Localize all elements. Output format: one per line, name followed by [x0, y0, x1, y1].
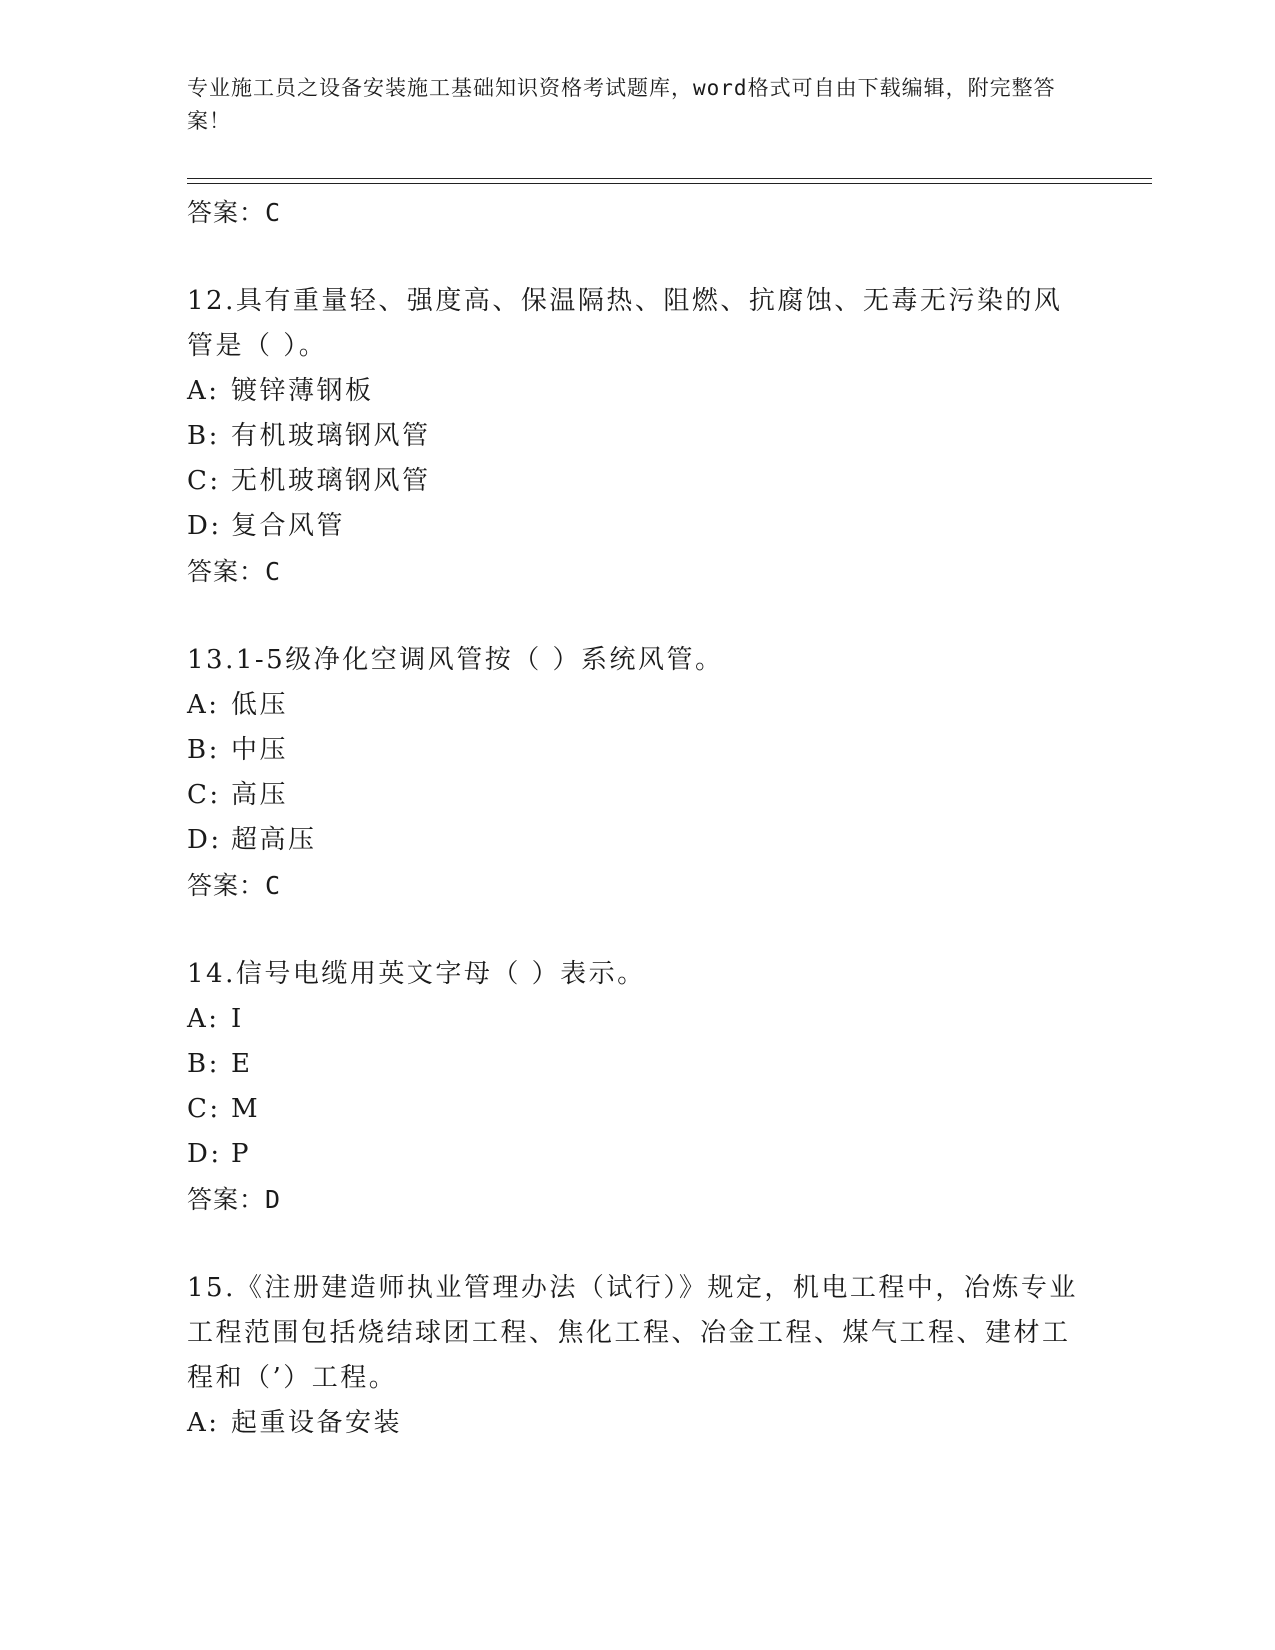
- option-letter: B:: [187, 735, 220, 765]
- option-letter: A:: [187, 690, 220, 720]
- question-text: 15.《注册建造师执业管理办法（试行）》规定，机电工程中，冶炼专业工程范围包括烧结球团工程、焦化工程、冶金工程、煤气工程、建材工程和（’）工程。: [187, 1273, 1078, 1393]
- option-text: 低压: [231, 690, 289, 720]
- question-item: [187, 1266, 1087, 1446]
- option-b: [187, 414, 1087, 459]
- question-text: 14.信号电缆用英文字母（ ）表示。: [187, 959, 646, 989]
- header-divider-bottom: [187, 183, 1152, 184]
- option-letter: A:: [187, 376, 220, 406]
- question-text: 12.具有重量轻、强度高、保温隔热、阻燃、抗腐蚀、无毒无污染的风管是（ ）。: [187, 286, 1063, 361]
- answer-line: [187, 190, 1087, 235]
- option-letter: B:: [187, 1049, 220, 1079]
- option-d: [187, 818, 1087, 863]
- question-text: 13.1-5级净化空调风管按（ ）系统风管。: [187, 645, 724, 675]
- option-text: 中压: [231, 735, 289, 765]
- answer-value: C: [265, 871, 282, 900]
- option-a: [187, 683, 1087, 728]
- question-item: [187, 952, 1087, 1222]
- answer-value: D: [265, 1185, 282, 1214]
- option-text: P: [231, 1139, 251, 1169]
- option-letter: B:: [187, 421, 220, 451]
- answer-label: 答案：: [187, 1185, 266, 1214]
- option-a: [187, 369, 1087, 414]
- option-letter: C:: [187, 780, 221, 810]
- answer-label: 答案：: [187, 557, 266, 586]
- option-letter: C:: [187, 466, 221, 496]
- option-text: 超高压: [231, 825, 317, 855]
- answer-label: 答案：: [187, 871, 266, 900]
- option-c: [187, 773, 1087, 818]
- option-letter: A:: [187, 1408, 220, 1438]
- option-a: [187, 997, 1087, 1042]
- option-text: E: [231, 1049, 253, 1079]
- option-text: 镀锌薄钢板: [231, 376, 374, 406]
- header-text: 专业施工员之设备安装施工基础知识资格考试题库，word格式可自由下载编辑，附完整答案！: [187, 76, 1056, 133]
- question-list: [187, 190, 1087, 1446]
- option-text: 无机玻璃钢风管: [231, 466, 431, 496]
- option-text: I: [231, 1004, 244, 1034]
- answer-line: [187, 549, 1087, 594]
- option-b: [187, 728, 1087, 773]
- option-d: [187, 504, 1087, 549]
- option-c: [187, 1087, 1087, 1132]
- option-text: M: [231, 1094, 261, 1124]
- answer-line: [187, 1177, 1087, 1222]
- question-item: [187, 279, 1087, 594]
- option-text: 复合风管: [231, 511, 346, 541]
- option-letter: D:: [187, 1139, 222, 1169]
- option-letter: A:: [187, 1004, 220, 1034]
- option-letter: C:: [187, 1094, 221, 1124]
- option-text: 起重设备安装: [231, 1408, 403, 1438]
- option-b: [187, 1042, 1087, 1087]
- answer-line: [187, 863, 1087, 908]
- answer-label: 答案：: [187, 198, 266, 227]
- option-text: 有机玻璃钢风管: [231, 421, 431, 451]
- answer-value: C: [265, 557, 282, 586]
- option-d: [187, 1132, 1087, 1177]
- option-letter: D:: [187, 825, 222, 855]
- header-divider-top: [187, 178, 1152, 179]
- question-item: [187, 638, 1087, 908]
- option-letter: D:: [187, 511, 222, 541]
- answer-value: C: [265, 198, 282, 227]
- document-header: [187, 72, 1087, 138]
- option-c: [187, 459, 1087, 504]
- option-a: [187, 1401, 1087, 1446]
- option-text: 高压: [231, 780, 289, 810]
